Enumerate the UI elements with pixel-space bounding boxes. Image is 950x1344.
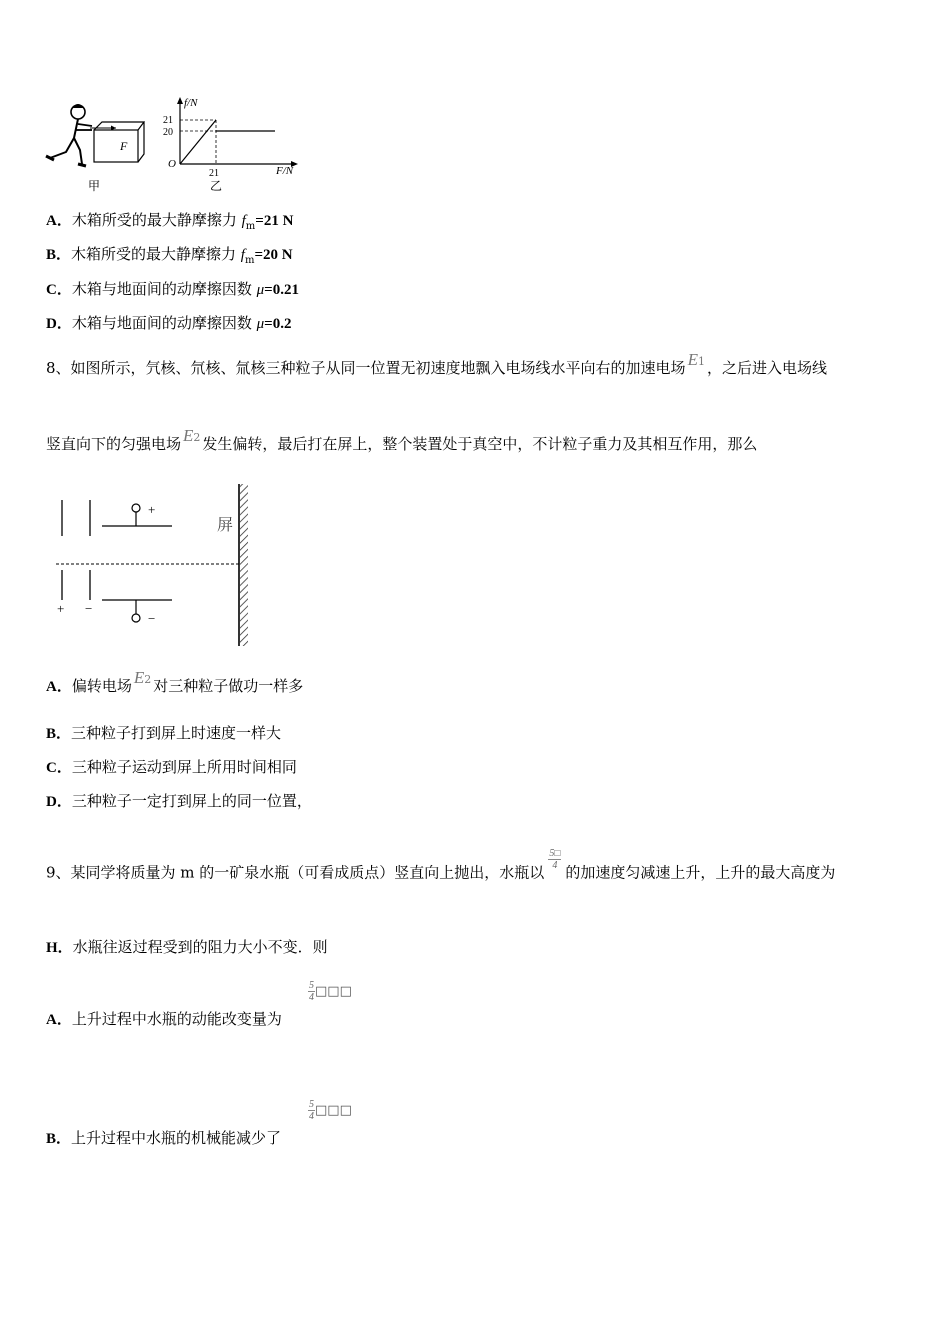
y-axis-label: f/N <box>184 97 198 109</box>
q9-stem-line2: H．水瓶往返过程受到的阻力大小不变．则 <box>46 938 328 956</box>
q7-option-d: D．木箱与地面间的动摩擦因数 μ=0.2 <box>46 314 292 332</box>
q8-stem-line1: 8、如图所示，氕核、氘核、氚核三种粒子从同一位置无初速度地飘入电场线水平向右的加速电场 E1 ，之后进入电场线 <box>46 350 827 377</box>
q8-option-c: C．三种粒子运动到屏上所用时间相同 <box>46 758 297 776</box>
q9-option-a: A．上升过程中水瓶的动能改变量为 <box>46 1010 282 1028</box>
box-force-label: F <box>120 139 128 153</box>
e2-symbol-option: E2 <box>133 668 152 687</box>
deflect-plus: + <box>148 502 156 517</box>
screen-label: 屏 <box>217 517 234 534</box>
origin-label: O <box>168 158 176 170</box>
y-tick-21: 21 <box>163 115 173 126</box>
q9-stem-line1: 9、某同学将质量为 m 的一矿泉水瓶（可看成质点）竖直向上抛出，水瓶以 $\frac{5□}{4}$ 的加速度匀减速上升，上升的最大高度为 <box>46 848 836 882</box>
q7-option-b: B．木箱所受的最大静摩擦力 $f_m=20$ N <box>46 245 293 266</box>
q8-option-a: A．偏转电场 E2 对三种粒子做功一样多 <box>46 668 304 695</box>
e2-symbol: E2 <box>183 426 201 445</box>
accel-fraction: $\frac{5□}{4}$ <box>549 848 561 871</box>
x-axis-label: F/N <box>276 165 294 177</box>
y-tick-20: 20 <box>163 127 173 138</box>
q7-option-c: C．木箱与地面间的动摩擦因数 μ=0.21 <box>46 280 299 298</box>
accel-minus: − <box>85 601 93 616</box>
q9-option-b: B．上升过程中水瓶的机械能减少了 <box>46 1129 282 1147</box>
q8-option-b: B．三种粒子打到屏上时速度一样大 <box>46 724 282 742</box>
x-tick-21: 21 <box>209 168 219 179</box>
e1-symbol: E1 <box>687 350 705 369</box>
q9-option-b-expr: $\frac{5}{4}$ □□□ <box>309 1099 352 1122</box>
caption-yi: 乙 <box>210 179 223 193</box>
q8-stem-line2: 竖直向下的匀强电场 E2 发生偏转，最后打在屏上，整个装置处于真空中，不计粒子重力及其相互作用，那么 <box>46 426 758 453</box>
caption-jia: 甲 <box>88 179 101 193</box>
q7-option-a: A．木箱所受的最大静摩擦力 $f_m=21$ N <box>46 211 294 232</box>
q8-figure <box>50 478 260 650</box>
q8-option-d: D．三种粒子一定打到屏上的同一位置， <box>46 792 312 810</box>
q9-option-a-expr: $\frac{5}{4}$ □□□ <box>309 980 352 1003</box>
deflect-minus: − <box>148 611 156 626</box>
q7-figure-yi <box>160 92 310 197</box>
q7-figure-jia <box>40 100 145 195</box>
accel-plus: + <box>57 601 65 616</box>
